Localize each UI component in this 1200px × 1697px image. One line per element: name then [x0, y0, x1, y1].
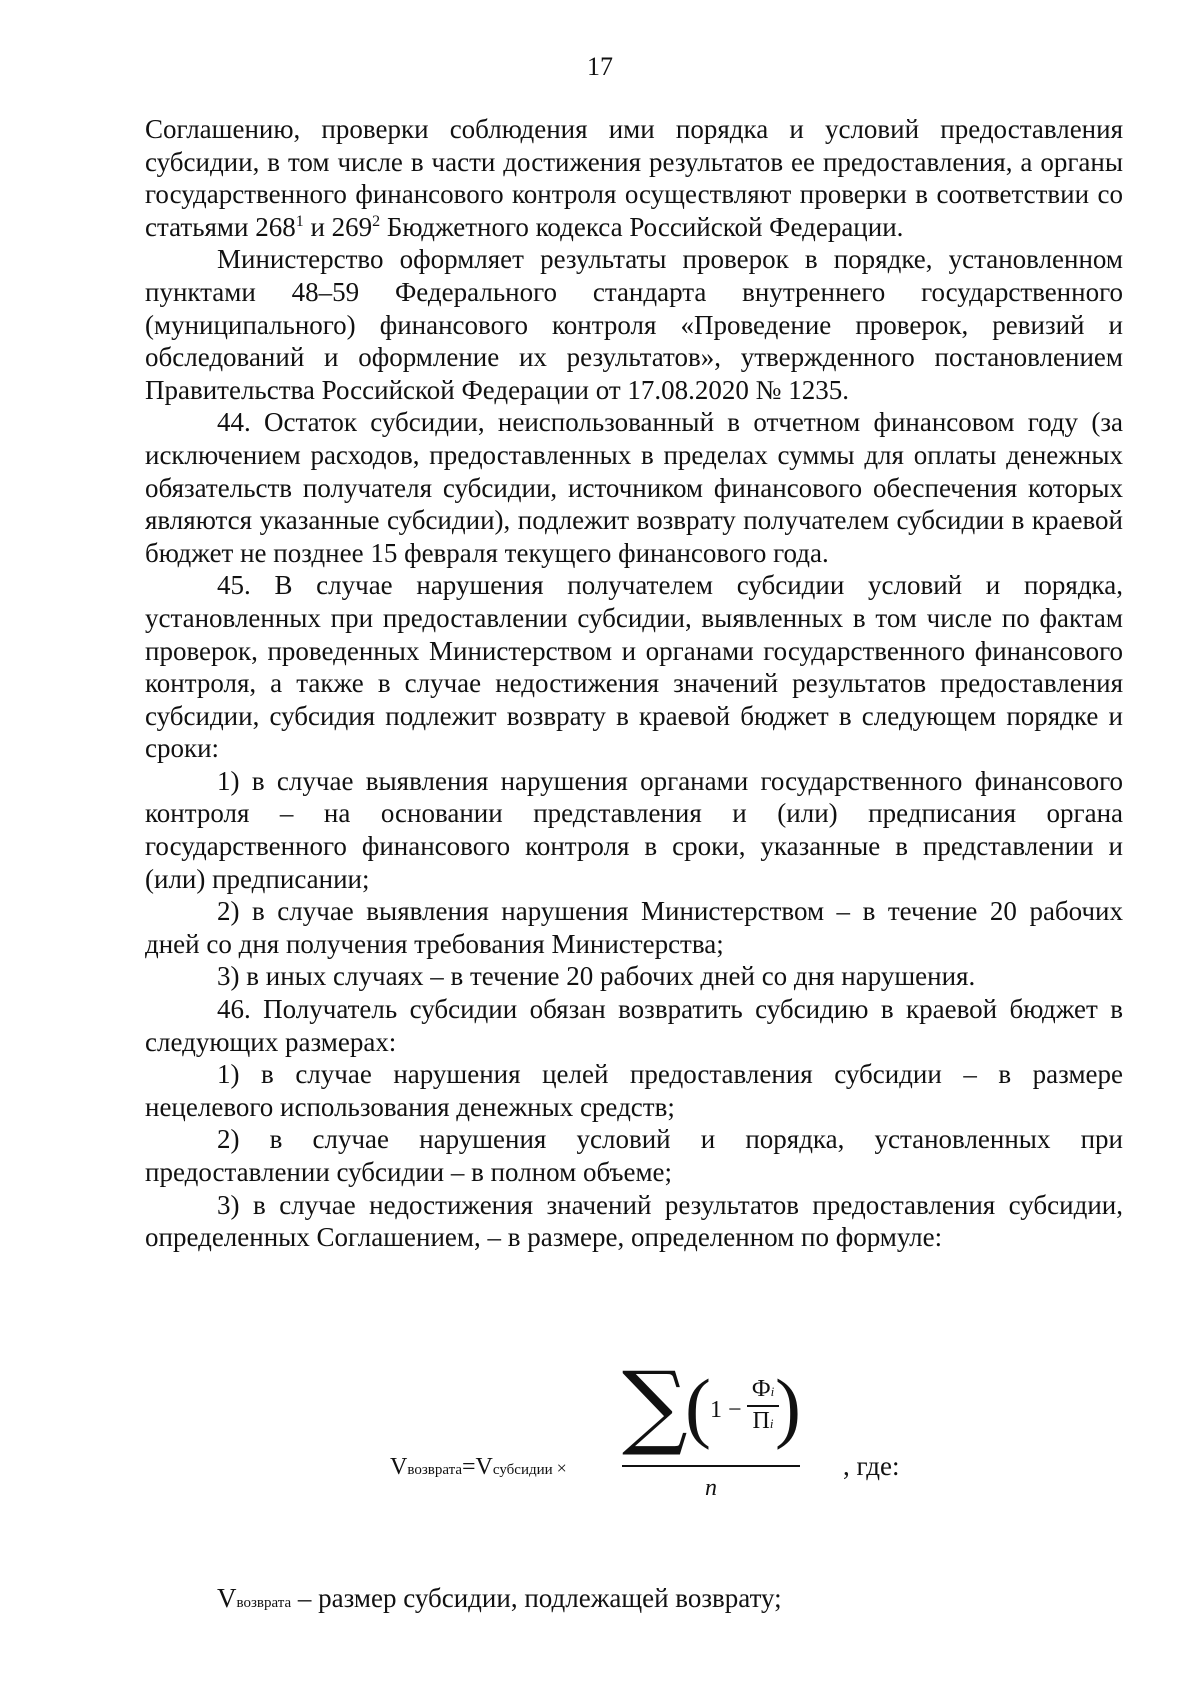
main-fraction-bar — [622, 1465, 800, 1467]
paragraph: 44. Остаток субсидии, неиспользованный в отчетном финансовом году (за исключением расходов, предоставленных в пределах суммы для оплаты денежных обязательств получателя субсидии, источником финансового обеспечения которых являются указанные субсидии), подлежит возврату получателем субсидии в краевой бюджет не позднее 15 февраля текущего финансового года. — [145, 407, 1123, 568]
definition-line: Vвозврата – размер субсидии, подлежащей возврату; — [217, 1583, 782, 1613]
list-item: 1) в случае нарушения целей предоставления субсидии – в размере нецелевого использования денежных средств; — [145, 1059, 1123, 1122]
paragraph: 46. Получатель субсидии обязан возвратить субсидию в краевой бюджет в следующих размерах: — [145, 994, 1123, 1057]
list-item: 3) в случае недостижения значений результатов предоставления субсидии, определенных Соглашением, – в размере, определенном по формуле: — [145, 1189, 1123, 1253]
document-body — [145, 113, 1123, 1254]
sigma-symbol: ∑ — [622, 1352, 688, 1459]
list-item: 3) в иных случаях – в течение 20 рабочих дней со дня нарушения. — [217, 961, 976, 992]
paragraph: Министерство оформляет результаты проверок в порядке, установленном пунктами 48–59 Федерального стандарта внутреннего государственного (муниципального) финансового контроля «Проведение проверок, ревизий и обследований и оформление их результатов», утвержденного постановлением Правительства Российской Федерации от 17.08.2020 № 1235. — [145, 244, 1123, 405]
paragraph: 45. В случае нарушения получателем субсидии условий и порядка, установленных при предоставлении субсидии, выявленных в том числе по фактам проверок, проведенных Министерством и органами государственного финансового контроля, а также в случае недостижения значений результатов предоставления субсидии, субсидия подлежит возврату в краевой бюджет в следующем порядке и сроки: — [145, 570, 1123, 764]
return-formula — [0, 1352, 1200, 1542]
formula-one-minus: 1 − — [710, 1397, 742, 1423]
list-item: 1) в случае выявления нарушения органами государственного финансового контроля – на основании представления и (или) предписания органа государственного финансового контроля в сроки, указанные в представлении и (или) предписании; — [145, 765, 1123, 894]
list-item: 2) в случае нарушения условий и порядка, установленных при предоставлении субсидии – в полном объеме; — [145, 1124, 1123, 1187]
right-paren: ) — [775, 1363, 801, 1450]
paragraph: Соглашению, проверки соблюдения ими порядка и условий предоставления субсидии, в том числе в части достижения результатов ее предоставления, а органы государственного финансового контроля осуществляют проверки в соответствии со статьями $268^1$ и $269^2$ Бюджетного кодекса Российской Федерации. — [145, 114, 1123, 242]
formula-inner-numerator: Фi — [751, 1376, 775, 1402]
formula-where: , где: — [843, 1451, 900, 1481]
left-paren: ( — [685, 1363, 711, 1450]
formula-lhs: Vвозврата=Vсубсидии × — [390, 1454, 567, 1480]
page-number: 17 — [587, 52, 613, 81]
list-item: 2) в случае выявления нарушения Министерством – в течение 20 рабочих дней со дня получения требования Министерства; — [145, 896, 1123, 959]
formula-inner-denominator: Пi — [752, 1408, 774, 1434]
formula-denominator: n — [705, 1475, 717, 1501]
